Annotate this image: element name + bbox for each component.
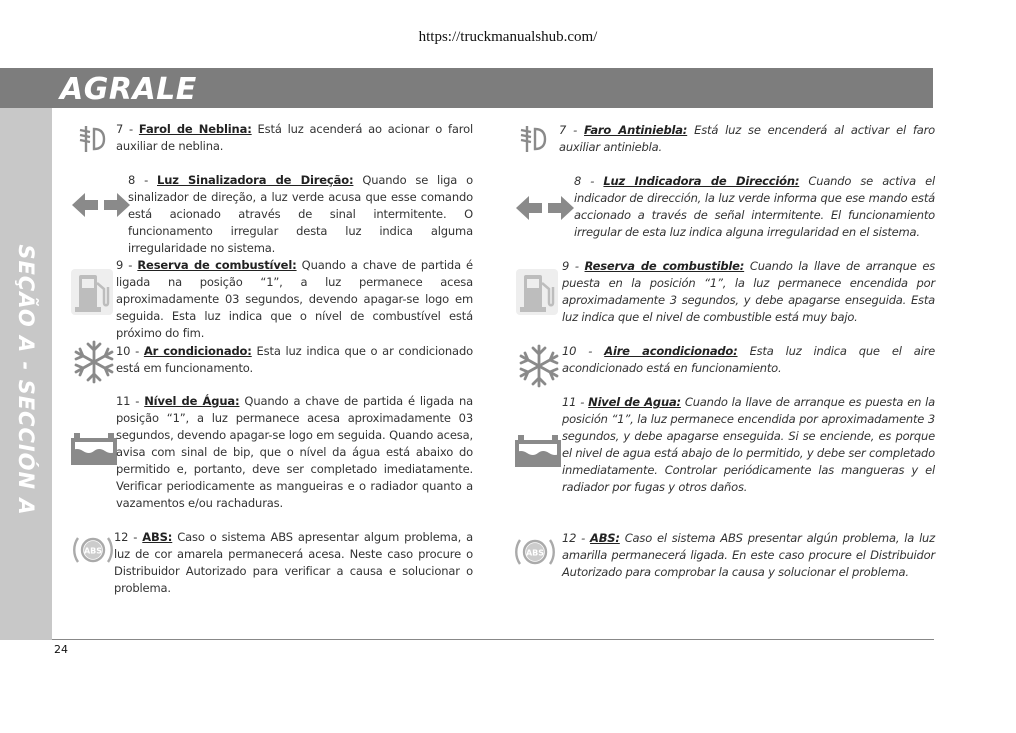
item-term: ABS: [142,530,173,544]
item-text: Caso el sistema ABS presentar algún problema, la luz amarilla permanecerá ligada. En este caso procure el Distribuidor Autorizado para comprobar la causa y solucionar el problema. [562,531,935,579]
fuel-pump-icon [71,269,113,315]
es-item-7 [559,122,935,156]
es-item-8 [574,173,935,241]
item-number: 9 - [562,259,585,273]
turn-signal-icon [516,195,574,221]
water-level-icon [515,435,561,467]
item-number: 12 - [562,531,591,545]
item-text: Caso o sistema ABS apresentar algum problema, a luz de cor amarela permanecerá acesa. Neste caso procure o Distribuidor Autorizado para verificar a causa e solucionar o problema. [114,530,473,595]
item-number: 8 - [128,173,158,187]
abs-icon [71,533,115,567]
item-number: 12 - [114,530,143,544]
item-text: Quando a chave de partida é ligada na posição “1”, a luz permanece acesa aproximadamente 03 segundos, devendo apagar-se logo em seguida. Quando acesa, avisa com sinal de bip, que o nível da água está abaixo do permitido e, portanto, deve ser completado imediatamente. Verificar periodicamente as mangueiras e o radiador quanto a vazamentos e/ou rachaduras. [116,394,474,510]
footer-rule [52,639,934,640]
item-term: Luz Sinalizadora de Direção: [157,173,354,187]
item-term: Reserva de combustível: [137,258,297,272]
item-text: Quando se liga o sinalizador de direção, a luz verde acusa que esse comando está acionado através de sinal intermitente. O funcionamento irregular desta luz indica alguma irregularidade no sistema. [128,173,473,255]
item-term: Farol de Neblina: [138,122,252,136]
fog-light-icon [517,124,547,154]
item-text: Esta luz indica que el aire acondicionado está en funcionamiento. [562,344,935,375]
pt-item-8 [128,172,473,257]
item-number: 7 - [559,123,585,137]
section-side-label: SEÇÃO A - SECCIÓN A [14,244,38,516]
item-number: 10 - [116,344,144,358]
item-text: Está luz acenderá ao acionar o farol auxiliar de neblina. [116,122,474,153]
snowflake-icon [517,344,561,388]
item-text: Cuando se activa el indicador de dirección, la luz verde informa que ese mando está accionado a través de señal intermitente. El funcionamiento irregular de esta luz indica alguna irregularidad en el sistema. [574,174,935,239]
snowflake-icon [72,340,116,384]
item-number: 10 - [562,344,605,358]
item-term: Aire acondicionado: [604,344,738,358]
water-level-icon [71,433,117,465]
svg-text:ABS: ABS [525,548,545,558]
svg-text:ABS: ABS [83,546,103,556]
brand-logo: AGRALE [60,72,197,107]
es-item-10 [562,343,935,377]
item-number: 11 - [116,394,145,408]
item-term: Luz Indicadora de Dirección: [603,174,800,188]
item-number: 8 - [574,174,604,188]
item-text: Quando a chave de partida é ligada na posição “1”, a luz permanece acesa aproximadamente 03 segundos, devendo apagar-se logo em seguida. Esta luz indica que o nível de combustível está próximo do fim. [116,258,473,340]
item-term: Reserva de combustible: [584,259,745,273]
page-number: 24 [54,643,68,656]
item-number: 9 - [116,258,138,272]
item-text: Cuando la llave de arranque es puesta en la posición “1”, la luz permanece encendida por aproximadamente 3 segundos, y debe apagarse enseguida. Esta luz indica que el nivel de combustible está muy bajo. [562,259,936,324]
source-url: https://truckmanualshub.com/ [418,29,598,45]
item-text: Esta luz indica que o ar condicionado está em funcionamento. [116,344,473,375]
item-term: ABS: [590,531,620,545]
fuel-pump-icon [516,269,558,315]
turn-signal-icon [72,192,130,218]
item-number: 7 - [116,122,139,136]
es-item-9 [562,258,935,326]
item-term: Nível de Água: [144,394,240,408]
pt-item-9 [116,257,473,342]
fog-light-icon [76,124,106,154]
item-text: Está luz se encenderá al activar el faro auxiliar antiniebla. [559,123,935,154]
item-term: Ar condicionado: [143,344,252,358]
item-text: Cuando la llave de arranque es puesta en la posición “1”, la luz permanece encendida por aproximadamente 3 segundos, y debe apagarse enseguida. Si se enciende, es porque el nivel de agua está abajo de lo permitido, y debe ser completado inmediatamente. Controlar periódicamente las mangueras y el radiador por fugas y otros daños. [562,395,935,494]
pt-item-11 [116,393,473,512]
item-term: Faro Antiniebla: [584,123,688,137]
pt-item-12 [114,529,473,597]
es-item-12 [562,530,935,581]
es-item-11 [562,394,935,496]
pt-item-10 [116,343,473,377]
item-number: 11 - [562,395,589,409]
item-term: Nivel de Agua: [588,395,681,409]
abs-icon [513,535,557,569]
pt-item-7 [116,121,473,155]
